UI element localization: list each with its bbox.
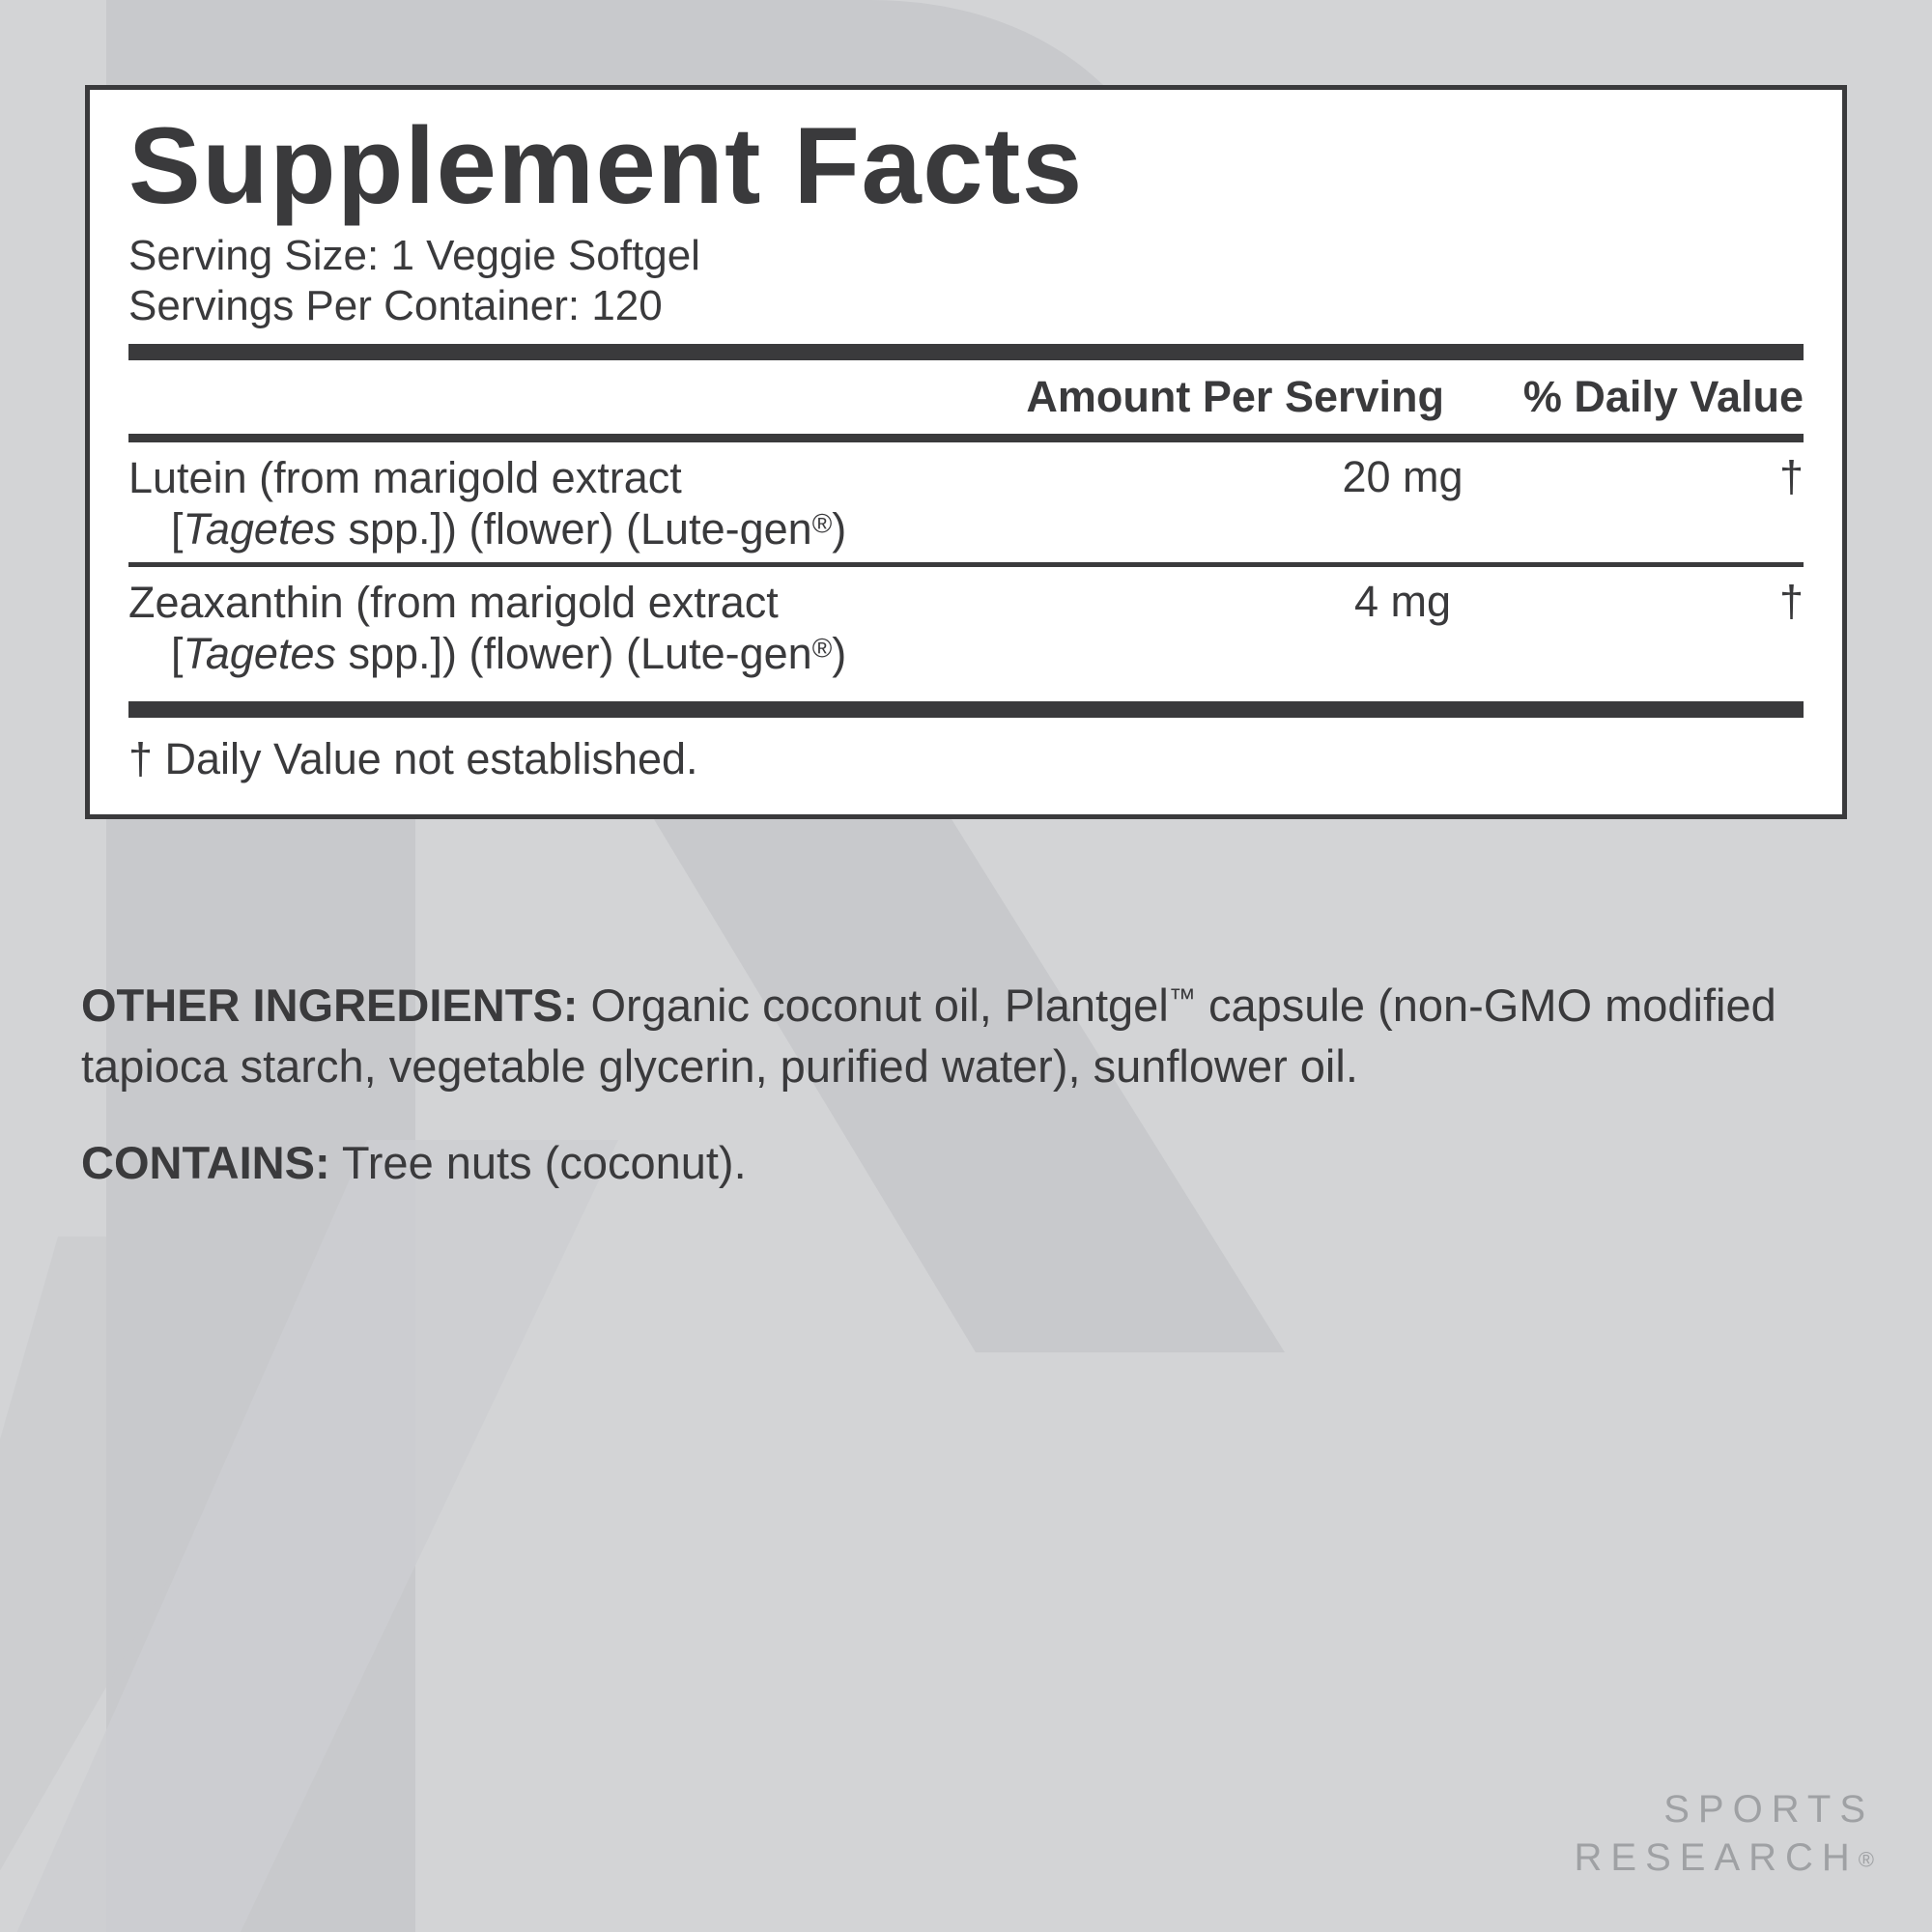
nutrient-name-line1: Zeaxanthin (from marigold extract — [128, 578, 779, 628]
other-ingredients-section — [81, 976, 1849, 1231]
brand-research-text: RESEARCH — [1574, 1836, 1859, 1879]
brand-line-research — [1575, 1833, 1874, 1882]
other-ingredients-text-a: Organic coconut oil, Plantgel — [578, 980, 1169, 1031]
panel-title: Supplement Facts — [128, 105, 1084, 226]
species-suffix: spp.]) (flower) (Lute-gen — [335, 504, 812, 554]
header-amount-per-serving: Amount Per Serving — [1026, 372, 1444, 422]
paren-close: ) — [832, 629, 847, 679]
species-italic: Tagetes — [183, 504, 336, 554]
other-ingredients-text-b: capsule (non-GMO modified tapioca starch, vegetable glycerin, purified water), sunflower oil. — [81, 980, 1776, 1092]
nutrient-daily-value: † — [1778, 452, 1804, 502]
contains-paragraph — [81, 1133, 1849, 1194]
serving-size: Serving Size: 1 Veggie Softgel — [128, 232, 700, 280]
divider-thick-top — [128, 344, 1804, 360]
supplement-facts-panel — [85, 85, 1847, 819]
contains-label: CONTAINS: — [81, 1137, 330, 1188]
bracket-open: [ — [171, 504, 184, 554]
registered-icon: ® — [1858, 1847, 1874, 1872]
table-header-row — [128, 360, 1804, 434]
nutrient-name-line2 — [128, 628, 1195, 679]
daily-value-footnote: † Daily Value not established. — [128, 733, 698, 783]
brand-logo — [1575, 1785, 1874, 1882]
species-italic: Tagetes — [183, 629, 336, 679]
divider-thick-bottom — [128, 701, 1804, 718]
nutrient-name — [128, 577, 1195, 679]
contains-text: Tree nuts (coconut). — [329, 1137, 747, 1188]
other-ingredients-paragraph — [81, 976, 1849, 1096]
header-percent-daily-value: % Daily Value — [1522, 372, 1804, 422]
paren-close: ) — [832, 504, 847, 554]
table-row — [128, 567, 1804, 687]
table-row — [128, 442, 1804, 562]
registered-icon: ® — [811, 633, 833, 664]
registered-icon: ® — [811, 508, 833, 539]
species-suffix: spp.]) (flower) (Lute-gen — [335, 629, 812, 679]
servings-per-container: Servings Per Container: 120 — [128, 281, 663, 329]
nutrient-name — [128, 452, 1195, 554]
nutrient-name-line1: Lutein (from marigold extract — [128, 453, 682, 503]
bracket-open: [ — [171, 629, 184, 679]
nutrient-amount: 20 mg — [1342, 452, 1463, 502]
divider-under-headers — [128, 434, 1804, 442]
nutrient-name-line2 — [128, 503, 1195, 554]
nutrient-daily-value: † — [1778, 577, 1804, 627]
other-ingredients-label: OTHER INGREDIENTS: — [81, 980, 579, 1031]
brand-line-sports: SPORTS — [1663, 1788, 1874, 1831]
trademark-icon: ™ — [1168, 981, 1196, 1013]
nutrient-amount: 4 mg — [1353, 577, 1452, 627]
